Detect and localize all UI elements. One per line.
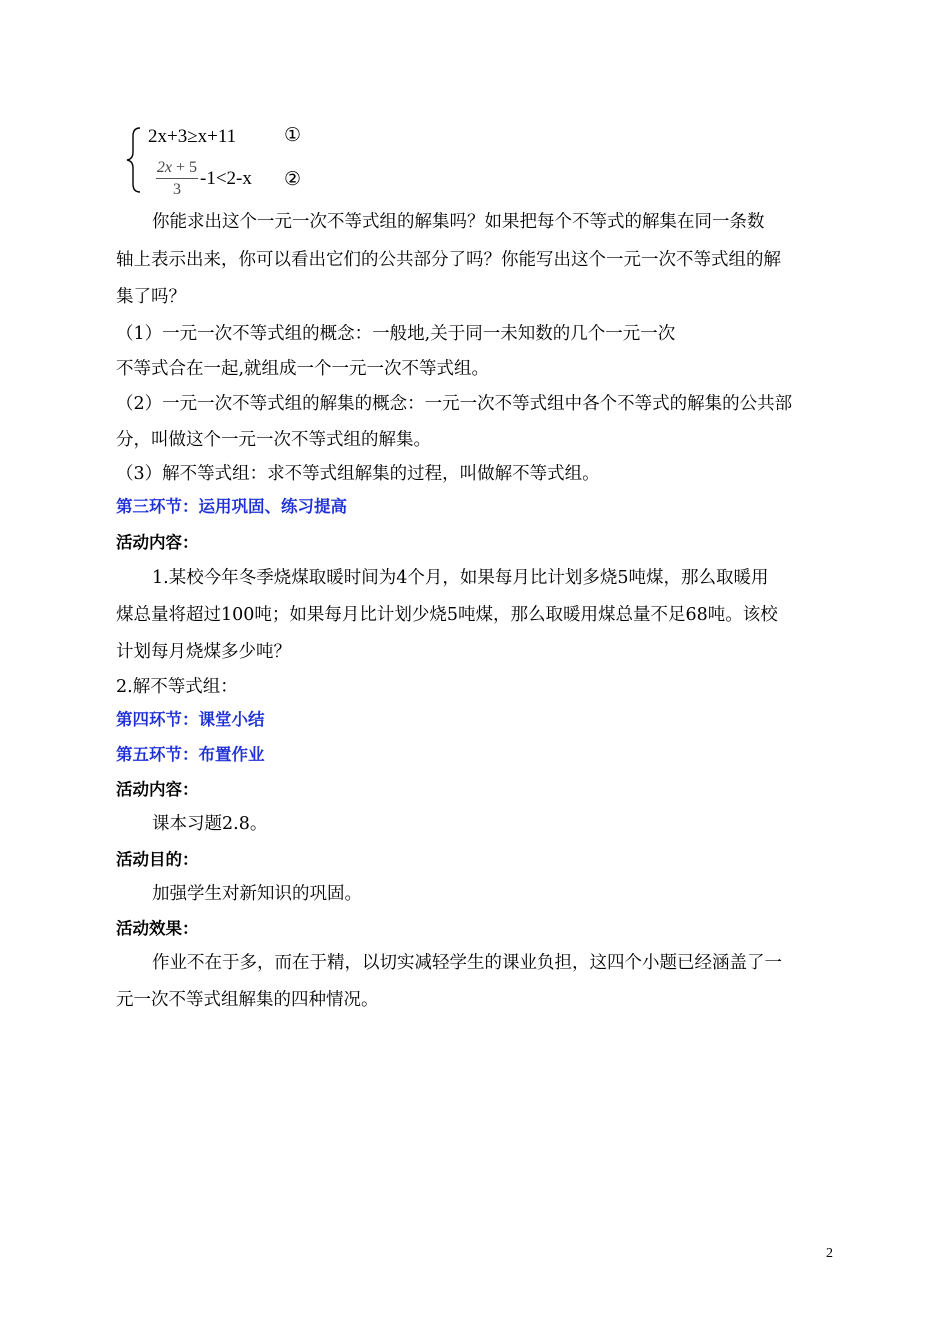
- activity-label: 活动内容：: [116, 533, 199, 552]
- circled-two: ②: [284, 168, 302, 190]
- paragraph-line: 计划每月烧煤多少吨？: [116, 642, 291, 662]
- inequality-system: [124, 124, 344, 198]
- left-brace-icon: [124, 126, 144, 194]
- paragraph-line: 轴上表示出来，你可以看出它们的公共部分了吗？你能写出这个一元一次不等式组的解: [116, 250, 781, 270]
- section-heading: 第四环节：课堂小结: [116, 710, 265, 729]
- paragraph-line: 不等式合在一起,就组成一个一元一次不等式组。: [116, 359, 490, 379]
- activity-label: 活动效果：: [116, 919, 199, 938]
- inequality-2-rest: -1<2-x: [200, 168, 252, 189]
- page-number: 2: [826, 1246, 833, 1261]
- circled-one: ①: [284, 124, 302, 146]
- paragraph-line: 煤总量将超过100吨；如果每月比计划少烧5吨煤，那么取暖用煤总量不足68吨。该校: [116, 605, 778, 625]
- paragraph-line: 作业不在于多，而在于精，以切实减轻学生的课业负担，这四个小题已经涵盖了一: [152, 953, 782, 973]
- activity-label: 活动目的：: [116, 850, 199, 869]
- paragraph-line: 元一次不等式组解集的四种情况。: [116, 990, 379, 1010]
- fraction: [154, 158, 200, 199]
- paragraph-line: 2.解不等式组：: [116, 677, 238, 697]
- paragraph-line: （2）一元一次不等式组的解集的概念：一元一次不等式组中各个不等式的解集的公共部: [116, 394, 793, 414]
- fraction-denominator: 3: [173, 181, 181, 198]
- paragraph-line: 分，叫做这个一元一次不等式组的解集。: [116, 430, 431, 450]
- paragraph-line: 1.某校今年冬季烧煤取暖时间为4个月，如果每月比计划多烧5吨煤，那么取暖用: [152, 568, 769, 588]
- fraction-numerator: 2x + 5: [156, 159, 198, 176]
- inequality-1: 2x+3≥x+11: [148, 126, 237, 147]
- paragraph-line: 课本习题2.8。: [152, 814, 268, 834]
- paragraph-line: 集了吗？: [116, 287, 186, 307]
- paragraph-line: （1）一元一次不等式组的概念：一般地,关于同一未知数的几个一元一次: [116, 324, 676, 344]
- section-heading: 第五环节：布置作业: [116, 745, 265, 764]
- paragraph-line: （3）解不等式组：求不等式组解集的过程，叫做解不等式组。: [116, 464, 600, 484]
- paragraph-line: 你能求出这个一元一次不等式组的解集吗？如果把每个不等式的解集在同一条数: [152, 212, 765, 232]
- paragraph-line: 加强学生对新知识的巩固。: [152, 884, 362, 904]
- section-heading: 第三环节：运用巩固、练习提高: [116, 497, 347, 516]
- activity-label: 活动内容：: [116, 780, 199, 799]
